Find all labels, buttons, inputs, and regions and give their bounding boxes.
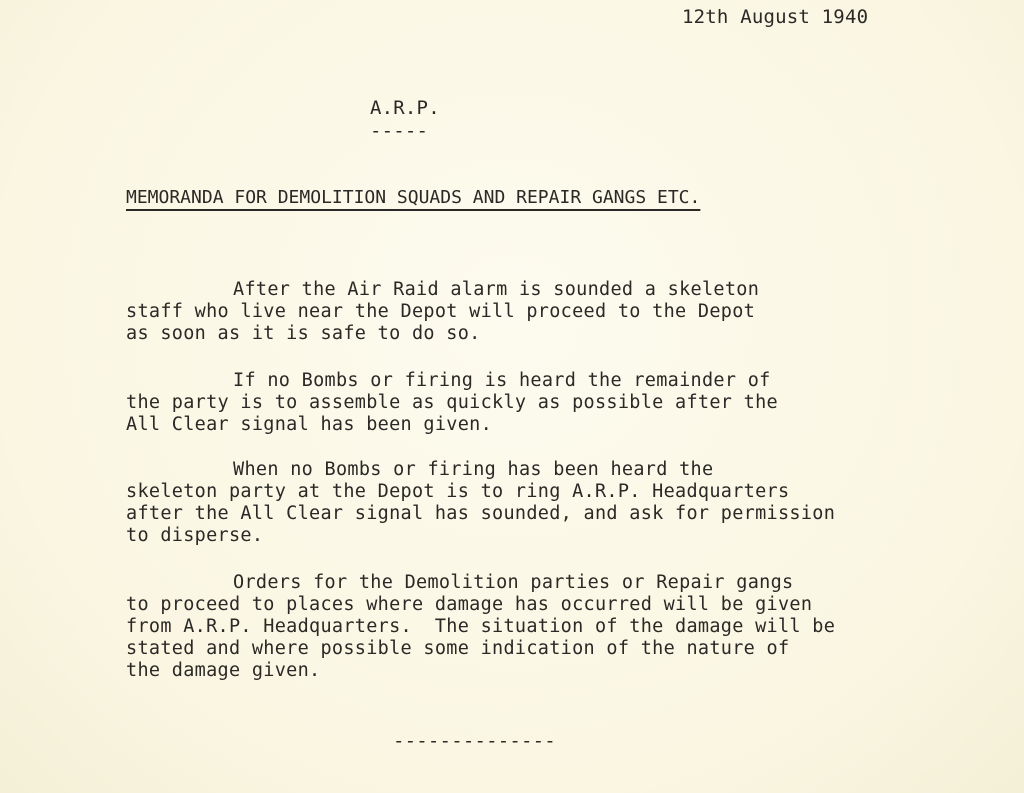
paragraph-line: Orders for the Demolition parties or Repair gangs (233, 572, 794, 593)
paragraph-alarm (126, 279, 759, 345)
paragraph-orders (126, 572, 835, 682)
paragraph-line: All Clear signal has been given. (126, 414, 493, 435)
paragraph-line: to proceed to places where damage has occurred will be given (126, 594, 813, 615)
paragraph-line: When no Bombs or firing has been heard the (233, 459, 714, 480)
paragraph-line: the party is to assemble as quickly as possible after the (126, 392, 778, 413)
paragraph-line: After the Air Raid alarm is sounded a skeleton (233, 279, 760, 300)
arp-heading: A.R.P. (370, 97, 440, 119)
paragraph-assemble (126, 370, 778, 436)
paragraph-line: stated and where possible some indication of the nature of (126, 638, 790, 659)
closing-rule: -------------- (393, 730, 556, 752)
paragraph-line: after the All Clear signal has sounded, and ask for permission (126, 503, 836, 524)
paragraph-line: skeleton party at the Depot is to ring A.R.P. Headquarters (126, 481, 790, 502)
paragraph-line: as soon as it is safe to do so. (126, 323, 481, 344)
paragraph-line: to disperse. (126, 525, 264, 546)
paragraph-line: from A.R.P. Headquarters. The situation of the damage will be (126, 616, 836, 637)
paragraph-line: the damage given. (126, 660, 321, 681)
memo-subject: MEMORANDA FOR DEMOLITION SQUADS AND REPAIR GANGS ETC. (126, 187, 701, 208)
paragraph-disperse (126, 459, 835, 547)
paragraph-line: If no Bombs or firing is heard the remainder of (233, 370, 771, 391)
paragraph-line: staff who live near the Depot will proceed to the Depot (126, 301, 756, 322)
document-date: 12th August 1940 (682, 6, 869, 28)
heading-rule: ----- (370, 120, 429, 142)
